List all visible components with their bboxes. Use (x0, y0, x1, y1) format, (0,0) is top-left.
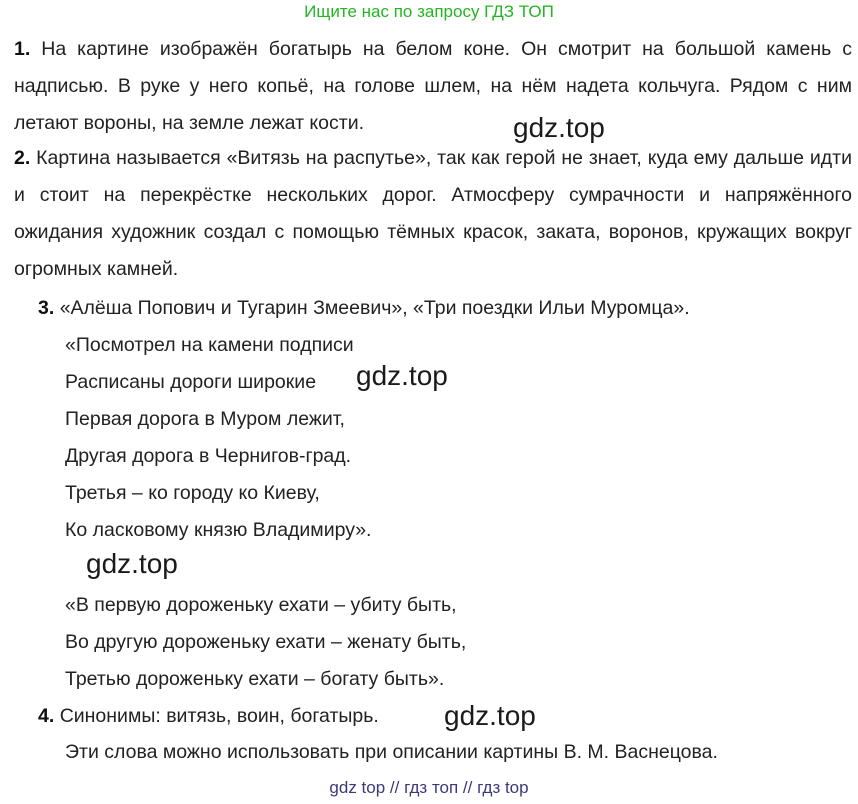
search-link[interactable]: Ищите нас по запросу ГДЗ ТОП (304, 2, 554, 21)
answer-1 (14, 31, 852, 142)
answer-3 (38, 296, 690, 320)
answer-1-number: 1. (14, 38, 31, 60)
answer-4 (38, 704, 379, 728)
quote-line: Ко ласковому князю Владимиру». (65, 519, 372, 541)
quote-line: Во другую дороженьку ехати – женату быть, (65, 631, 467, 653)
watermark: gdz.top (513, 112, 605, 143)
answer-4-number: 4. (38, 705, 55, 727)
quote-line: «Посмотрел на камени подписи (65, 334, 354, 356)
quote-line: Третью дороженьку ехати – богату быть». (65, 668, 445, 690)
answer-3-text: «Алёша Попович и Тугарин Змеевич», «Три поездки Ильи Муромца». (59, 297, 690, 319)
watermark: gdz.top (86, 548, 178, 579)
answer-2-number: 2. (14, 147, 31, 169)
answer-2-text: Картина называется «Витязь на распутье», так как герой не знает, куда ему дальше идти и стоит на перекрёстке нескольких дорог. Атмосферу сумрачности и напряжённого ожидания художник создал с помощью тёмных красок, заката, воронов, кружащих вокруг огромных камней. (14, 147, 853, 280)
quote-line: Первая дорога в Муром лежит, (65, 408, 345, 430)
quote-line: Другая дорога в Чернигов-град. (65, 445, 352, 467)
watermark: gdz.top (356, 360, 448, 391)
quote-line: «В первую дороженьку ехати – убиту быть, (65, 594, 457, 616)
answer-2 (14, 140, 852, 288)
footer-links[interactable]: gdz top // гдз топ // гдз top (329, 778, 529, 797)
quote-line: Расписаны дороги широкие (65, 371, 317, 393)
answer-4-text: Синонимы: витязь, воин, богатырь. (59, 705, 379, 727)
answer-4-line-2: Эти слова можно использовать при описании картины В. М. Васнецова. (65, 741, 718, 763)
answer-3-number: 3. (38, 297, 55, 319)
quote-line: Третья – ко городу ко Киеву, (65, 482, 320, 504)
watermark: gdz.top (444, 700, 536, 731)
answer-1-text: На картине изображён богатырь на белом коне. Он смотрит на большой камень с надписью. В руке у него копьё, на голове шлем, на нём надета кольчуга. Рядом с ним летают вороны, на земле лежат кости. (14, 38, 852, 134)
